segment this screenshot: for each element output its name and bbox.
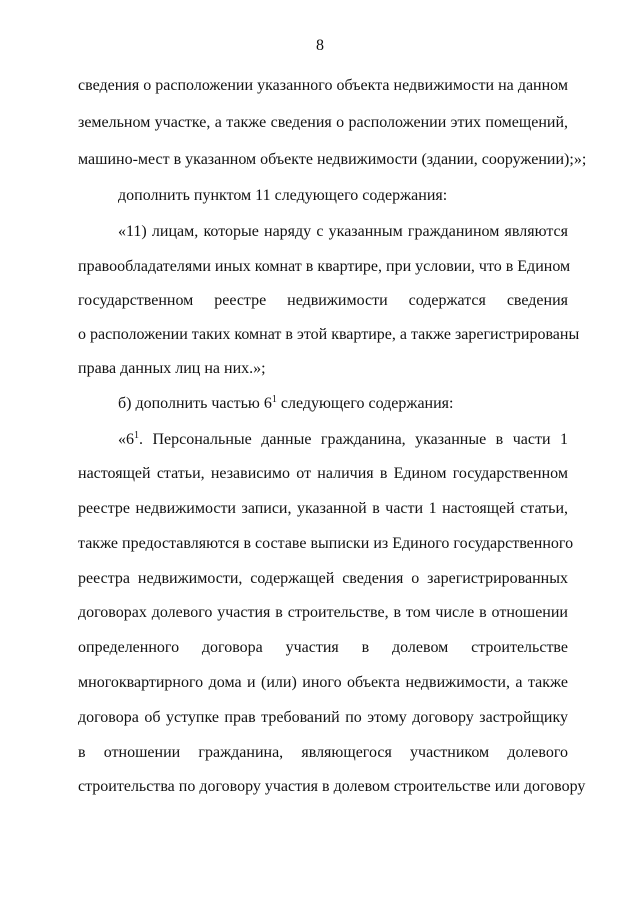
paragraph-line: также предоставляются в составе выписки из Единого государственного <box>78 535 574 552</box>
paragraph-line <box>118 430 568 450</box>
paragraph-line: настоящей статьи, независимо от наличия в Едином государственном <box>78 465 568 482</box>
paragraph-line: земельном участке, а также сведения о расположении этих помещений, <box>78 114 568 131</box>
line-text: «6 <box>118 431 134 448</box>
superscript: 1 <box>271 394 277 405</box>
paragraph-line: права данных лиц на них.»; <box>78 360 266 377</box>
line-text: следующего содержания: <box>276 395 454 412</box>
paragraph-line: реестра недвижимости, содержащей сведения о зарегистрированных <box>78 570 568 587</box>
paragraph-line <box>118 394 568 414</box>
paragraph-line: о расположении таких комнат в этой квартире, а также зарегистрированы <box>78 326 580 343</box>
paragraph-line: сведения о расположении указанного объекта недвижимости на данном <box>78 77 568 94</box>
page-number: 8 <box>316 37 324 54</box>
paragraph-line: многоквартирного дома и (или) иного объекта недвижимости, а также <box>78 674 568 691</box>
paragraph-line: «11) лицам, которые наряду с указанным гражданином являются <box>118 223 568 240</box>
paragraph-line: определенного договора участия в долевом строительстве <box>78 639 568 656</box>
paragraph-line: договорах долевого участия в строительстве, в том числе в отношении <box>78 604 568 621</box>
paragraph-line: машино-мест в указанном объекте недвижимости (здании, сооружении);»; <box>78 151 587 168</box>
paragraph-line: дополнить пунктом 11 следующего содержания: <box>118 187 448 204</box>
paragraph-line: реестре недвижимости записи, указанной в части 1 настоящей статьи, <box>78 500 568 517</box>
paragraph-line: правообладателями иных комнат в квартире, при условии, что в Едином <box>78 258 571 275</box>
line-text: б) дополнить частью 6 <box>118 395 272 412</box>
paragraph-line: строительства по договору участия в долевом строительстве или договору <box>78 778 586 795</box>
paragraph-line: государственном реестре недвижимости содержатся сведения <box>78 292 568 309</box>
line-text: . Персональные данные гражданина, указанные в части 1 <box>139 431 568 448</box>
superscript: 1 <box>134 430 139 441</box>
paragraph-line: в отношении гражданина, являющегося участником долевого <box>78 744 568 761</box>
paragraph-line: договора об уступке прав требований по этому договору застройщику <box>78 709 568 726</box>
